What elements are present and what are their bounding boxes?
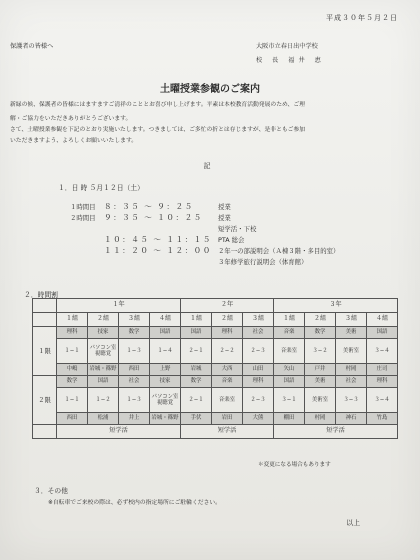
timetable-cell: 西田 — [119, 364, 150, 376]
timetable-cell: 岩城・篠野 — [88, 364, 119, 376]
timetable-cell: ３−４ — [367, 339, 398, 364]
class-header: ２組 — [305, 313, 336, 327]
timetable-cell: 神石 — [336, 413, 367, 425]
timetable-cell: 岩城 — [181, 364, 212, 376]
timetable-cell: １−４ — [150, 339, 181, 364]
timetable-cell: ３−３ — [336, 388, 367, 413]
timetable-cell: 庄司 — [367, 364, 398, 376]
ki-heading: 記 — [203, 162, 217, 170]
timetable-cell: 理科 — [57, 327, 88, 339]
schedule-period: ２時間目 — [70, 214, 96, 222]
issue-date: 平成３０年５月２日 — [326, 14, 398, 22]
timetable-cell: 村岡 — [336, 364, 367, 376]
timetable-cell: 数学 — [119, 327, 150, 339]
timetable-cell: ２−１ — [181, 339, 212, 364]
timetable-cell: ３−２ — [305, 339, 336, 364]
section-3-heading: ３．その他 — [34, 487, 68, 495]
short-homeroom-cell: 短学活 — [181, 425, 274, 439]
timetable-corner — [33, 299, 57, 313]
timetable-cell: 松浦 — [88, 413, 119, 425]
recipient-line: 保護者の皆様へ — [10, 43, 54, 50]
timetable-cell: ２−３ — [243, 388, 274, 413]
schedule-event: ２年一の部説明会（Ａ棟３階・多目的室） — [218, 247, 340, 255]
class-header: ３組 — [336, 313, 367, 327]
short-homeroom-row — [33, 425, 398, 439]
document-title: 土曜授業参観のご案内 — [160, 84, 260, 95]
class-header: １組 — [181, 313, 212, 327]
timetable-cell: ３−４ — [367, 388, 398, 413]
timetable-cell: 美術 — [305, 376, 336, 388]
period-1-subject-row — [33, 327, 398, 339]
invitation-line-1: さて、土曜授業参観を下記のとおり実施いたします。つきましては、ご多忙の折とは存じますが、是非ともご参加 — [10, 127, 306, 133]
timetable-note: ＊変更になる場合もあります — [258, 462, 331, 468]
greeting-line-2: 解・ご協力をいただきありがとうございます。 — [10, 116, 132, 122]
timetable-cell: 美術 — [336, 327, 367, 339]
timetable-cell: 数学 — [57, 376, 88, 388]
timetable-cell: 矢山 — [274, 364, 305, 376]
invitation-line-2: いただきますよう、よろしくお願いいたします。 — [10, 138, 138, 144]
timetable-cell: １−１ — [57, 339, 88, 364]
grade-header: １年 — [57, 299, 181, 313]
bicycle-note: ※自転車でご来校の際は、必ず校内の指定場所にご駐輪ください。 — [48, 500, 221, 506]
timetable-cell: パソコン室 視聴覚 — [88, 339, 119, 364]
class-header: １組 — [57, 313, 88, 327]
timetable-cell: 中嶋 — [57, 364, 88, 376]
schedule-event: 短学活・下校 — [218, 225, 257, 233]
timetable-cell: 手伏 — [181, 413, 212, 425]
timetable-cell: 山田 — [243, 364, 274, 376]
period-2-label: ２限 — [33, 376, 57, 425]
class-header: ２組 — [212, 313, 243, 327]
timetable-cell: １−３ — [119, 388, 150, 413]
class-header: １組 — [274, 313, 305, 327]
schedule-event: 授業 — [218, 214, 231, 222]
schedule-event: ３年修学旅行説明会（体育館） — [218, 258, 308, 266]
timetable-cell: パソコン室 視聴覚 — [150, 388, 181, 413]
timetable-cell: 社会 — [336, 376, 367, 388]
timetable-cell: 音楽 — [274, 327, 305, 339]
short-homeroom-cell: 短学活 — [274, 425, 398, 439]
grade-header: ２年 — [181, 299, 274, 313]
timetable-cell: 井上 — [119, 413, 150, 425]
timetable-cell: 西田 — [57, 413, 88, 425]
timetable-cell: 理科 — [212, 327, 243, 339]
timetable-cell: １−１ — [57, 388, 88, 413]
schedule-time: １０：４５ 〜 １１：１５ — [104, 235, 212, 244]
schedule-event: PTA 総会 — [218, 236, 245, 244]
section-1-heading: １．日 時 ５月１２日（土） — [58, 184, 144, 192]
timetable-cell: １−２ — [88, 388, 119, 413]
section-2-heading: ２．時間割 — [24, 291, 58, 299]
period-1-room-row — [33, 339, 398, 364]
timetable-corner — [33, 425, 57, 439]
period-2-teacher-row — [33, 413, 398, 425]
timetable-cell: 岩田 — [212, 413, 243, 425]
timetable-cell: 美術室 — [305, 388, 336, 413]
timetable-grade-row — [33, 299, 398, 313]
timetable-cell: ２−３ — [243, 339, 274, 364]
timetable-cell: ３−１ — [274, 388, 305, 413]
timetable-corner — [33, 313, 57, 327]
timetable-cell: 国語 — [181, 327, 212, 339]
grade-header: ３年 — [274, 299, 398, 313]
short-homeroom-cell: 短学活 — [57, 425, 181, 439]
class-header: ４組 — [367, 313, 398, 327]
timetable-cell: 音楽 — [212, 376, 243, 388]
period-1-teacher-row — [33, 364, 398, 376]
timetable-cell: ２−１ — [181, 388, 212, 413]
timetable-cell: 国語 — [150, 327, 181, 339]
timetable-cell: 音楽室 — [274, 339, 305, 364]
timetable-cell: 戸井 — [305, 364, 336, 376]
principal-name: 校 長 福井 恵 — [256, 57, 325, 64]
period-2-subject-row — [33, 376, 398, 388]
schedule-event: 授業 — [218, 203, 231, 211]
schedule-period: １時間目 — [70, 203, 96, 211]
school-name: 大阪市立春日出中学校 — [256, 43, 318, 50]
timetable-cell: 国語 — [274, 376, 305, 388]
timetable-cell: 社会 — [243, 327, 274, 339]
timetable-cell: 数学 — [305, 327, 336, 339]
timetable-cell: ２−２ — [212, 339, 243, 364]
timetable-cell: 社会 — [119, 376, 150, 388]
closing-mark: 以上 — [346, 519, 360, 527]
timetable-class-row — [33, 313, 398, 327]
timetable-cell: 技家 — [88, 327, 119, 339]
timetable-cell: 技家 — [150, 376, 181, 388]
timetable-cell: 国語 — [88, 376, 119, 388]
greeting-paragraph — [10, 100, 410, 125]
period-1-label: １限 — [33, 327, 57, 376]
timetable-cell: 数学 — [181, 376, 212, 388]
timetable-cell: 竹島 — [367, 413, 398, 425]
timetable-cell: 国語 — [367, 327, 398, 339]
timetable-cell: 音楽室 — [212, 388, 243, 413]
timetable-cell: 岩城・篠野 — [150, 413, 181, 425]
timetable-cell: 美術室 — [336, 339, 367, 364]
class-header: ４組 — [150, 313, 181, 327]
greeting-line-1: 新緑の候、保護者の皆様にはますますご清祥のこととお喜び申し上げます。平素は本校教育活動発展のため、ご理 — [10, 102, 305, 108]
class-header: ２組 — [88, 313, 119, 327]
timetable-cell: 上野 — [150, 364, 181, 376]
timetable-cell: 理科 — [367, 376, 398, 388]
period-2-room-row — [33, 388, 398, 413]
timetable-cell: 村岡 — [305, 413, 336, 425]
class-header: ３組 — [243, 313, 274, 327]
timetable-cell: １−３ — [119, 339, 150, 364]
class-header: ３組 — [119, 313, 150, 327]
timetable-cell: 大西 — [212, 364, 243, 376]
schedule-time: １１：２０ 〜 １２：００ — [104, 246, 212, 255]
timetable-cell: 棚田 — [274, 413, 305, 425]
timetable-cell: 理科 — [243, 376, 274, 388]
timetable-cell: 大熊 — [243, 413, 274, 425]
timetable — [32, 298, 398, 439]
schedule-time: ９：３５ 〜 １０：２５ — [104, 213, 203, 222]
schedule-time: ８：３５ 〜 ９：２５ — [104, 202, 194, 211]
